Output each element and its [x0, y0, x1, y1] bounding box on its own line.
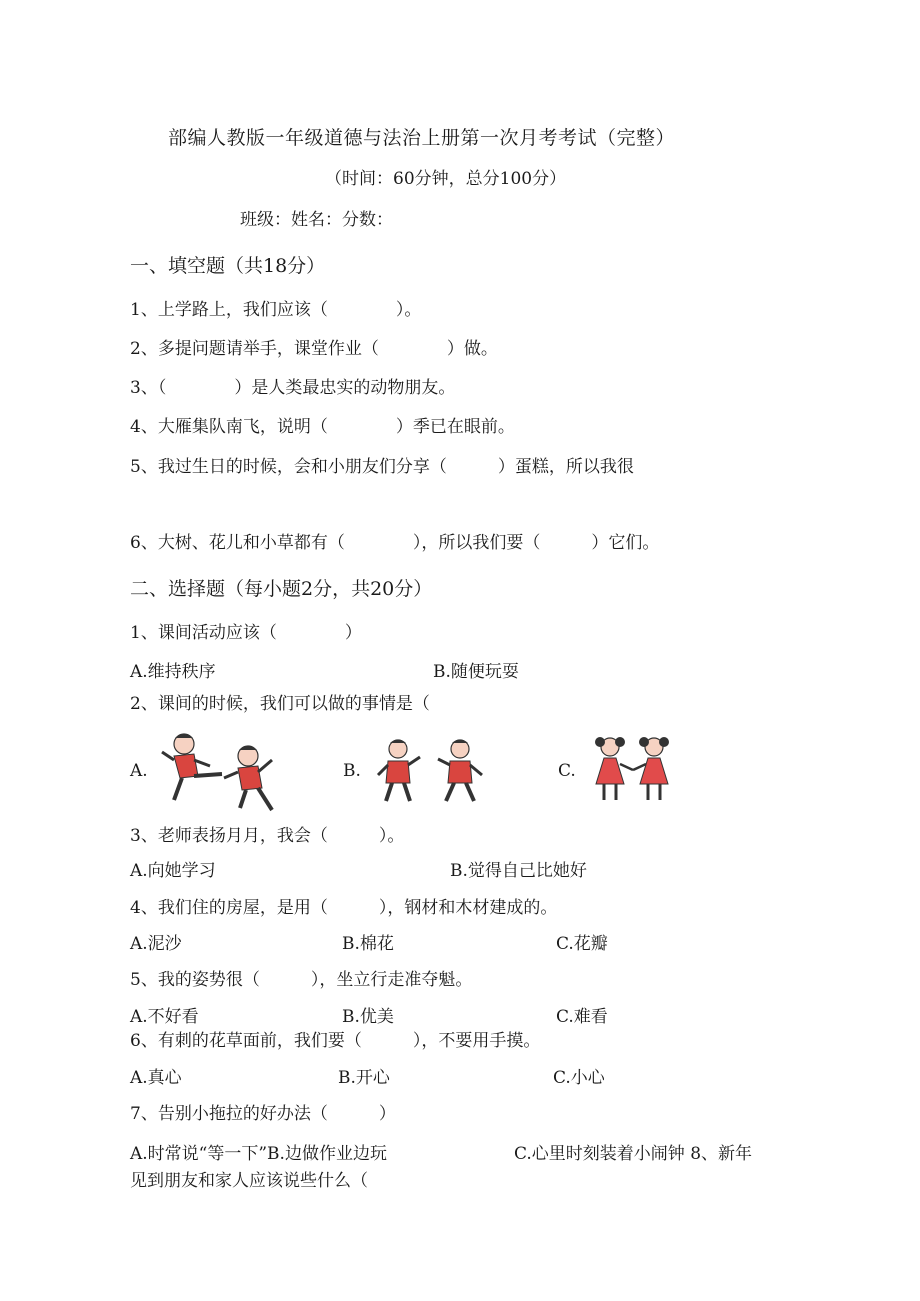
page-subtitle: （时间：60分钟，总分100分）: [325, 169, 567, 189]
option-2-4-b: B.棉花: [342, 934, 394, 954]
question-2-8: 见到朋友和家人应该说些什么（: [130, 1171, 368, 1191]
question-2-6: 6、有刺的花草面前，我们要（ ），不要用手摸。: [130, 1031, 541, 1051]
question-2-5: 5、我的姿势很（ ），坐立行走准夺魁。: [130, 970, 473, 990]
option-2-5-a: A.不好看: [130, 1007, 199, 1027]
girls-holding-hands-illustration: [588, 734, 678, 804]
question-1-3: 3、（ ）是人类最忠实的动物朋友。: [130, 378, 456, 398]
option-2-6-a: A.真心: [130, 1068, 182, 1088]
question-1-4: 4、大雁集队南飞，说明（ ）季已在眼前。: [130, 417, 515, 437]
question-1-6: 6、大树、花儿和小草都有（ ），所以我们要（ ）它们。: [130, 533, 660, 553]
option-2-4-c: C.花瓣: [556, 934, 608, 954]
option-2-2-a: A.: [130, 761, 148, 781]
question-1-1: 1、上学路上，我们应该（ ）。: [130, 300, 422, 320]
question-2-7: 7、告别小拖拉的好办法（ ）: [130, 1104, 396, 1124]
question-2-3: 3、老师表扬月月，我会（ ）。: [130, 826, 405, 846]
option-2-1-b: B.随便玩耍: [433, 662, 519, 682]
option-2-7-c: C.心里时刻装着小闹钟 8、新年: [514, 1144, 753, 1164]
option-2-4-a: A.泥沙: [130, 934, 182, 954]
question-1-2: 2、多提问题请举手，课堂作业（ ）做。: [130, 339, 498, 359]
option-2-3-b: B.觉得自己比她好: [450, 861, 587, 881]
student-info: 班级：姓名：分数：: [240, 210, 393, 230]
question-2-2: 2、课间的时候，我们可以做的事情是（: [130, 694, 430, 714]
question-2-1: 1、课间活动应该（ ）: [130, 623, 362, 643]
option-2-5-c: C.难看: [556, 1007, 608, 1027]
question-1-5: 5、我过生日的时候，会和小朋友们分享（ ）蛋糕，所以我很: [130, 457, 634, 477]
kids-arguing-illustration: [370, 737, 490, 805]
option-2-5-b: B.优美: [342, 1007, 394, 1027]
kids-fighting-illustration: [160, 730, 285, 812]
option-2-2-b: B.: [343, 761, 361, 781]
option-2-2-c: C.: [558, 761, 576, 781]
option-2-6-c: C.小心: [553, 1068, 605, 1088]
option-2-6-b: B.开心: [338, 1068, 390, 1088]
section-heading-choice: 二、选择题（每小题2分，共20分）: [130, 578, 433, 600]
option-2-1-a: A.维持秩序: [130, 662, 216, 682]
option-2-7-ab: A.时常说“等一下”B.边做作业边玩: [130, 1144, 387, 1164]
page-title: 部编人教版一年级道德与法治上册第一次月考考试（完整）: [168, 127, 676, 149]
question-2-4: 4、我们住的房屋，是用（ ），钢材和木材建成的。: [130, 898, 558, 918]
option-2-3-a: A.向她学习: [130, 861, 216, 881]
section-heading-fill-blank: 一、填空题（共18分）: [130, 255, 326, 277]
